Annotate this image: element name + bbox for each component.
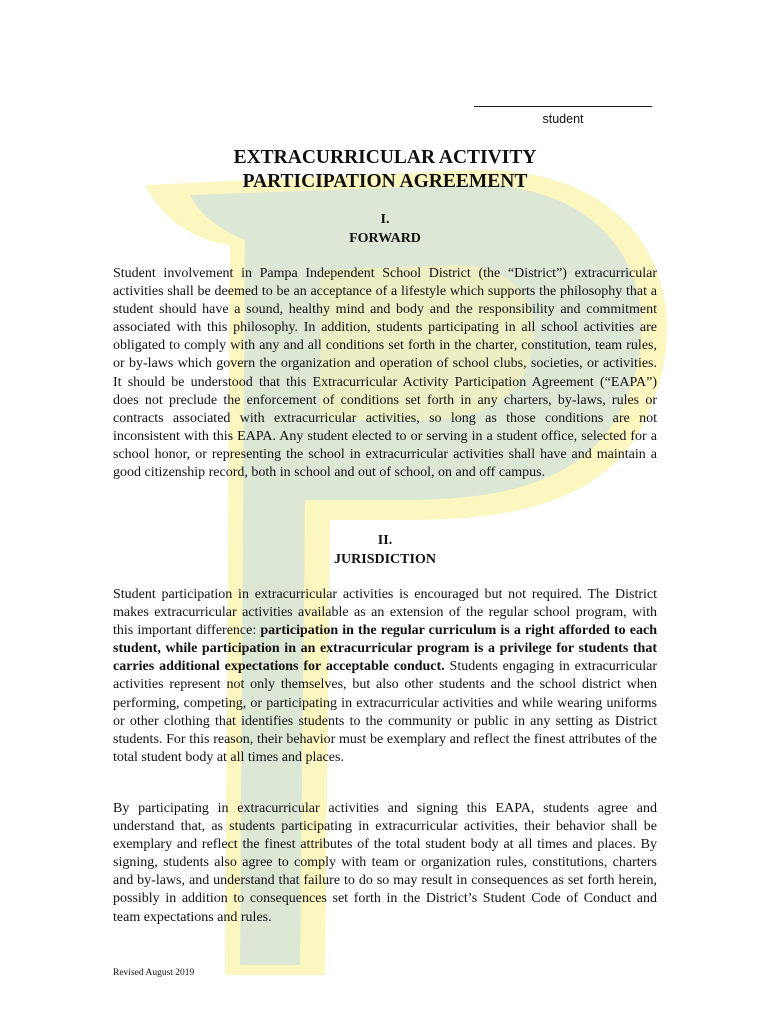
title-line-1: EXTRACURRICULAR ACTIVITY	[233, 147, 537, 168]
title-line-2: PARTICIPATION AGREEMENT	[242, 171, 528, 192]
section-1-numeral: I.	[380, 212, 390, 227]
section-2-heading	[113, 531, 657, 569]
document-title	[113, 146, 657, 194]
section-1-heading	[113, 210, 657, 248]
paragraph-1-rest: Students engaging in extracurricular activities represent not only themselves, but also other students and the school district when performing, competing, or participating in extracurricular activities and while wearing uniforms or other clothing that identifies students to the community or public in any setting as District students. For this reason, their behavior must be exemplary and reflect the finest attributes of the total student body at all times and places.	[113, 659, 658, 765]
section-1-title: FORWARD	[349, 231, 421, 246]
signature-label: student	[542, 112, 584, 126]
section-1-body: Student involvement in Pampa Independent School District (the “District”) extracurricular activities shall be deemed to be an acceptance of a lifestyle which supports the philosophy that a student should have a sound, healthy mind and body and the responsibility and commitment associated with this philosophy. In addition, students participating in all school activities are obligated to comply with any and all conditions set forth in the charter, constitution, team rules, or by-laws which govern the organization and operation of school clubs, societies, or activities. It should be understood that this Extracurricular Activity Participation Agreement (“EAPA”) does not preclude the enforcement of conditions set forth in any charters, by-laws, rules or contracts associated with extracurricular activities, so long as those conditions are not inconsistent with this EAPA. Any student elected to or serving in a student office, selected for a school honor, or representing the school in extracurricular activities shall have and maintain a good citizenship record, both in school and out of school, on and off campus.	[113, 266, 657, 481]
paragraph-1-intro: Student participation in extracurricular activities is encouraged but not required. The District makes extracurricular activities available as an extension of the regular school program, with this important difference:	[113, 587, 657, 639]
section-2-paragraph-1	[113, 586, 657, 767]
section-2-numeral: II.	[377, 533, 393, 548]
revision-footer: Revised August 2019	[113, 968, 195, 978]
section-2-paragraph-2: By participating in extracurricular activities and signing this EAPA, students agree and understand that, as students participating in extracurricular activities, their behavior shall be exemplary and reflect the finest attributes of the total student body at all times and places. By signing, students also agree to comply with team or organization rules, constitutions, charters and by-laws, and understand that failure to do so may result in consequences as set forth herein, possibly in addition to consequences set forth in the District’s Student Code of Conduct and team expectations and rules.	[113, 801, 657, 925]
section-2-title: JURISDICTION	[334, 552, 436, 567]
signature-line	[474, 106, 652, 107]
paragraph-1-emphasis: participation in the regular curriculum is a right afforded to each student, while participation in an extracurricular program is a privilege for students that carries additional expectations for acceptable conduct.	[113, 623, 657, 675]
